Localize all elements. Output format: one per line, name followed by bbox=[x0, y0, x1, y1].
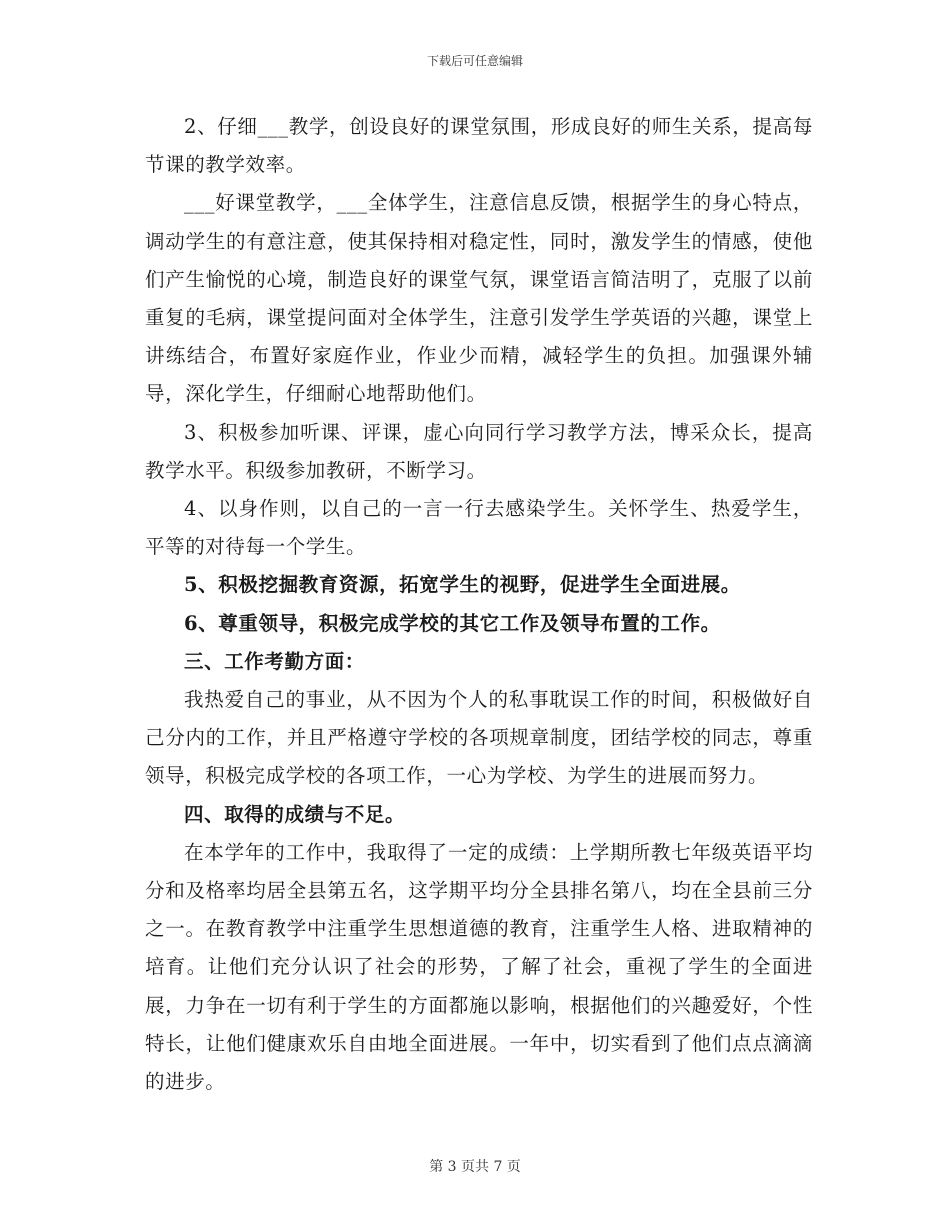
paragraph-attendance: 我热爱自己的事业，从不因为个人的私事耽误工作的时间，积极做好自己分内的工作，并且严格遵守学校的各项规章制度，团结学校的同志，尊重领导，积极完成学校的各项工作，一心为学校、为学生的进展而努力。 bbox=[145, 688, 813, 788]
paragraph-item-5: 5、积极挖掘教育资源，拓宽学生的视野，促进学生全面进展。 bbox=[184, 573, 741, 597]
section-heading-attendance: 三、工作考勤方面： bbox=[184, 649, 365, 673]
paragraph-item-6: 6、尊重领导，积极完成学校的其它工作及领导布置的工作。 bbox=[184, 611, 721, 635]
paragraph-item-4: 4、以身作则，以自己的一言一行去感染学生。关怀学生、热爱学生，平等的对待每一个学生。 bbox=[145, 497, 813, 559]
page-header: 下载后可任意编辑 bbox=[426, 54, 523, 68]
section-heading-achievements: 四、取得的成绩与不足。 bbox=[184, 802, 406, 826]
paragraph-achievements: 在本学年的工作中，我取得了一定的成绩：上学期所教七年级英语平均分和及格率均居全县第五名，这学期平均分全县排名第八，均在全县前三分之一。在教育教学中注重学生思想道德的教育，注重学生人格、进取精神的培育。让他们充分认识了社会的形势，了解了社会，重视了学生的全面进展，力争在一切有利于学生的方面都施以影响，根据他们的兴趣爱好，个性特长，让他们健康欢乐自由地全面进展。一年中，切实看到了他们点点滴滴的进步。 bbox=[145, 840, 813, 1094]
paragraph-item-3: 3、积极参加听课、评课，虚心向同行学习教学方法，博采众长，提高教学水平。积级参加教研，不断学习。 bbox=[145, 420, 813, 482]
page-footer: 第 3 页共 7 页 bbox=[429, 1159, 521, 1175]
paragraph-item-2: 2、仔细___教学，创设良好的课堂氛围，形成良好的师生关系，提高每节课的教学效率。 bbox=[145, 115, 813, 177]
document-body bbox=[145, 108, 813, 1101]
paragraph-classroom-teaching: ___好课堂教学，___全体学生，注意信息反馈，根据学生的身心特点，调动学生的有意注意，使其保持相对稳定性，同时，激发学生的情感，使他们产生愉悦的心境，制造良好的课堂气氛，课堂语言简洁明了，克服了以前重复的毛病，课堂提问面对全体学生，注意引发学生学英语的兴趣，课堂上讲练结合，布置好家庭作业，作业少而精，减轻学生的负担。加强课外辅导，深化学生，仔细耐心地帮助他们。 bbox=[145, 191, 813, 406]
